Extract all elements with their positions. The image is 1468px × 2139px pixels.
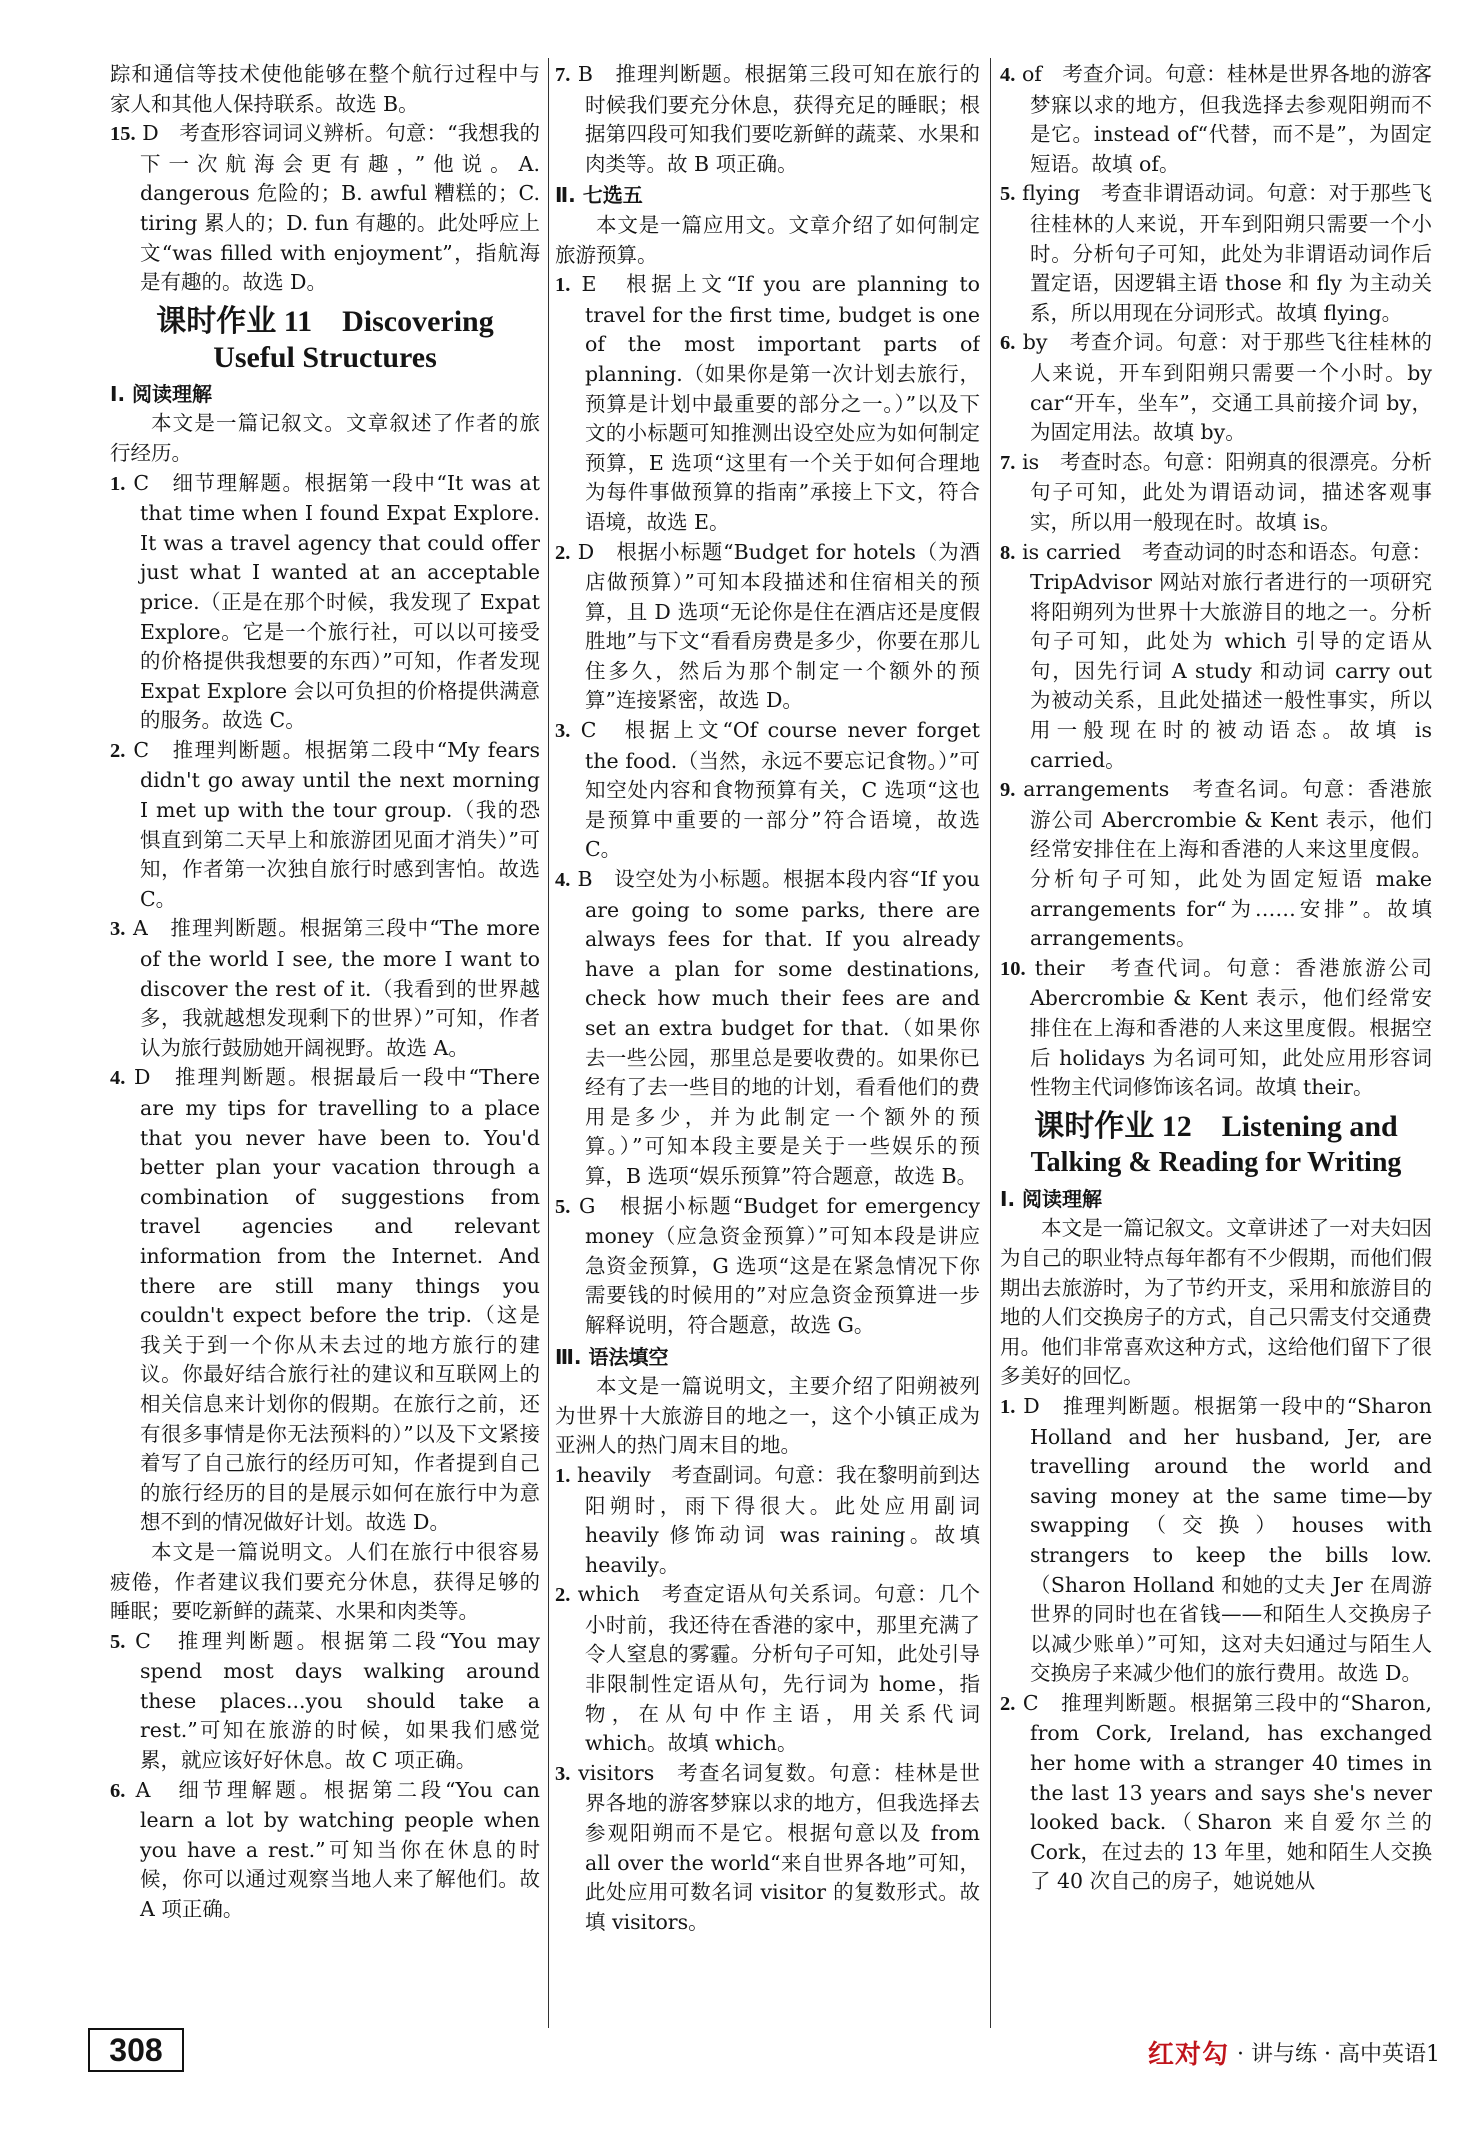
answer-item: 2. C 推理判断题。根据第三段中的“Sharon, from Cork, Ireland, has exchanged her home with a stranger 40 times in the last 13 years and says she's never looked back.（Sharon 来自爱尔兰的 Cork，在过去的 13 年里，她和陌生人交换了 40 次自己的房子，她说她从 (1000, 1690, 1432, 1894)
answer-item: 5. C 推理判断题。根据第二段“You may spend most days walking around these places...you should take a rest.”可知在旅游的时候，如果我们感觉累，就应该好好休息。故 C 项正确。 (110, 1628, 540, 1773)
answer-item: 3. visitors 考查名词复数。句意：桂林是世界各地的游客梦寐以求的地方，但我选择去参观阳朔而不是它。根据句意以及 from all over the world“来自世界各地”可知，此处应用可数名词 visitor 的复数形式。故填 visitors。 (555, 1760, 980, 1934)
answer-item: 1. E 根据上文“If you are planning to travel for the first time, budget is one of the most important parts of planning.（如果你是第一次计划去旅行，预算是计划中最重要的部分之一。）”以及下文的小标题可知推测出设空处应为如何制定预算，E 选项“这里有一个关于如何合理地为每件事做预算的指南”承接上下文，符合语境，故选 E。 (555, 272, 980, 534)
section-heading: Ⅰ. 阅读理解 (1000, 1186, 1103, 1211)
answer-item: 3. C 根据上文“Of course never forget the food.（当然，永远不要忘记食物。）”可知空处内容和食物预算有关，C 选项“这也是预算中重要的一部分”符合语境，故选 C。 (555, 718, 980, 862)
section-heading: Ⅱ. 七选五 (555, 183, 643, 208)
answer-item: 5. G 根据小标题“Budget for emergency money（应急资金预算）”可知本段是讲应急资金预算，G 选项“这是在紧急情况下你需要钱的时候用的”对应急资金预算进一步解释说明，符合题意，故选 G。 (555, 1193, 980, 1337)
answer-item: 2. D 根据小标题“Budget for hotels（为酒店做预算）”可知本段描述和住宿相关的预算，且 D 选项“无论你是住在酒店还是度假胜地”与下文“看看房费是多少，你要在那儿住多久，然后为那个制定一个额外的预算”连接紧密，故选 D。 (555, 539, 980, 713)
answer-item: 10. their 考查代词。句意：香港旅游公司 Abercrombie & Kent 表示，他们经常安排住在上海和香港的人来这里度假。根据空后 holidays 为名词可知，此处应用形容词性物主代词修饰该名词。故填 their。 (1000, 955, 1432, 1100)
answer-item: 8. is carried 考查动词的时态和语态。句意：TripAdvisor 网站对旅行者进行的一项研究将阳朔列为世界十大旅游目的地之一。分析句子可知，此处为 which 引导的定语从句，因先行词 A study 和动词 carry out 为被动关系，且此处描述一般性事实，所以用一般现在时的被动语态。故填 is carried。 (1000, 539, 1432, 772)
passage-intro: 本文是一篇说明文。人们在旅行中很容易疲倦，作者建议我们要充分休息，获得足够的睡眠；要吃新鲜的蔬菜、水果和肉类等。 (110, 1539, 540, 1624)
lesson-title: 课时作业 12 Listening and Talking & Reading for Writing (1030, 1109, 1402, 1178)
section-heading: Ⅲ. 语法填空 (555, 1344, 669, 1369)
answer-item: 6. A 细节理解题。根据第二段“You can learn a lot by watching people when you have a rest.”可知当你在休息的时候，你可以通过观察当地人来了解他们。故 A 项正确。 (110, 1777, 540, 1922)
section-heading: Ⅰ. 阅读理解 (110, 381, 213, 406)
answer-item: 3. A 推理判断题。根据第三段中“The more of the world I see, the more I want to discover the rest of it.（我看到的世界越多，我就越想发现剩下的世界）”可知，作者认为旅行鼓励她开阔视野。故选 A。 (110, 916, 540, 1060)
column-middle (555, 60, 980, 2020)
page-number: 308 (88, 2028, 184, 2072)
answer-item: 5. flying 考查非谓语动词。句意：对于那些飞往桂林的人来说，开车到阳朔只需要一个小时。分析句子可知，此处为非谓语动词作后置定语，因逻辑主语 those 和 fly 为主动关系，所以用现在分词形式。故填 flying。 (1000, 181, 1432, 325)
passage-intro: 本文是一篇应用文。文章介绍了如何制定旅游预算。 (555, 212, 980, 267)
passage-intro: 本文是一篇记叙文。文章叙述了作者的旅行经历。 (110, 411, 540, 465)
answer-item: 4. B 设空处为小标题。根据本段内容“If you are going to some parks, there are always fees for that. If you already have a plan for some destinations, check how much their fees are and set an extra budget for that.（如果你去一些公园，那里总是要收费的。如果你已经有了去一些目的地的计划，看看他们的费用是多少，并为此制定一个额外的预算。）”可知本段主要是关于一些娱乐的预算，B 选项“娱乐预算”符合题意，故选 B。 (555, 867, 980, 1188)
answer-item: 1. D 推理判断题。根据第一段中的“Sharon Holland and her husband, Jer, are travelling around the world and saving money at the same time—by swapping（交换）houses with strangers to keep the bills low.（Sharon Holland 和她的丈夫 Jer 在周游世界的同时也在省钱——和陌生人交换房子以减少账单）”可知，这对夫妇通过与陌生人交换房子来减少他们的旅行费用。故选 D。 (1000, 1393, 1432, 1686)
answer-item: 9. arrangements 考查名词。句意：香港旅游公司 Abercrombie & Kent 表示，他们经常安排住在上海和香港的人来这里度假。分析句子可知，此处为固定短语 make arrangements for“为……安排”。故填 arrangements。 (1000, 777, 1432, 951)
answer-item: 1. heavily 考查副词。句意：我在黎明前到达阳朔时，雨下得很大。此处应用副词 heavily 修饰动词 was raining。故填 heavily。 (555, 1462, 980, 1577)
passage-intro: 本文是一篇记叙文。文章讲述了一对夫妇因为自己的职业特点每年都有不少假期，而他们假期出去旅游时，为了节约开支，采用和旅游目的地的人们交换房子的方式，自己只需支付交通费用。他们非常喜欢这种方式，这给他们留下了很多美好的回忆。 (1000, 1216, 1432, 1389)
column-left (110, 60, 540, 2020)
continued-text: 踪和通信等技术使他能够在整个航行过程中与家人和其他人保持联系。故选 B。 (110, 62, 540, 116)
footer-series (1070, 2034, 1440, 2070)
passage-intro: 本文是一篇说明文，主要介绍了阳朔被列为世界十大旅游目的地之一，这个小镇正成为亚洲人的热门周末目的地。 (555, 1374, 980, 1458)
answer-item: 2. which 考查定语从句关系词。句意：几个小时前，我还待在香港的家中，那里充满了令人窒息的雾霾。分析句子可知，此处引导非限制性定语从句，先行词为 home，指物，在从句中作主语，用关系代词 which。故填 which。 (555, 1582, 980, 1756)
column-divider (990, 58, 991, 2028)
series-title: · 讲与练 · 高中英语1 (1237, 2041, 1440, 2067)
column-divider (548, 58, 549, 2028)
brand-logo: 红对勾 (1148, 2039, 1230, 2070)
answer-item: 7. is 考查时态。句意：阳朔真的很漂亮。分析句子可知，此处为谓语动词，描述客观事实，所以用一般现在时。故填 is。 (1000, 449, 1432, 534)
lesson-title: 课时作业 11 Discovering Useful Structures (156, 304, 494, 374)
answer-item: 1. C 细节理解题。根据第一段中“It was at that time when I found Expat Explore. It was a travel agency that could offer just what I wanted at an acceptable price.（正是在那个时候，我发现了 Expat Explore。它是一个旅行社，可以以可接受的价格提供我想要的东西）”可知，作者发现 Expat Explore 会以可负担的价格提供满意的服务。故选 C。 (110, 470, 540, 733)
answer-item: 4. D 推理判断题。根据最后一段中“There are my tips for travelling to a place that you never have been to. You'd better plan your vacation through a combination of suggestions from travel agencies and relevant information from the Internet. And there are still many things you couldn't expect before the trip.（这是我关于到一个你从未去过的地方旅行的建议。你最好结合旅行社的建议和互联网上的相关信息来计划你的假期。在旅行之前，还有很多事情是你无法预料的）”以及下文紧接着写了自己旅行的经历可知，作者提到自己的旅行经历的目的是展示如何在旅行中为意想不到的情况做好计划。故选 D。 (110, 1065, 540, 1535)
answer-item: 7. B 推理判断题。根据第三段可知在旅行的时候我们要充分休息，获得充足的睡眠；根据第四段可知我们要吃新鲜的蔬菜、水果和肉类等。故 B 项正确。 (555, 62, 980, 176)
answer-item: 2. C 推理判断题。根据第二段中“My fears didn't go away until the next morning I met up with the tour group.（我的恐惧直到第二天早上和旅游团见面才消失）”可知，作者第一次独自旅行时感到害怕。故选 C。 (110, 737, 540, 911)
column-right (1000, 60, 1432, 2020)
answer-item: 15. D 考查形容词词义辨析。句意：“我想我的下一次航海会更有趣，”他说。A. dangerous 危险的；B. awful 糟糕的；C. tiring 累人的；D. fun 有趣的。此处呼应上文“was filled with enjoyment”，指航海是有趣的。故选 D。 (110, 121, 540, 295)
answer-item: 6. by 考查介词。句意：对于那些飞往桂林的人来说，开车到阳朔只需要一个小时。by car“开车，坐车”，交通工具前接介词 by，为固定用法。故填 by。 (1000, 330, 1432, 445)
answer-item: 4. of 考查介词。句意：桂林是世界各地的游客梦寐以求的地方，但我选择去参观阳朔而不是它。instead of“代替，而不是”，为固定短语。故填 of。 (1000, 62, 1432, 176)
